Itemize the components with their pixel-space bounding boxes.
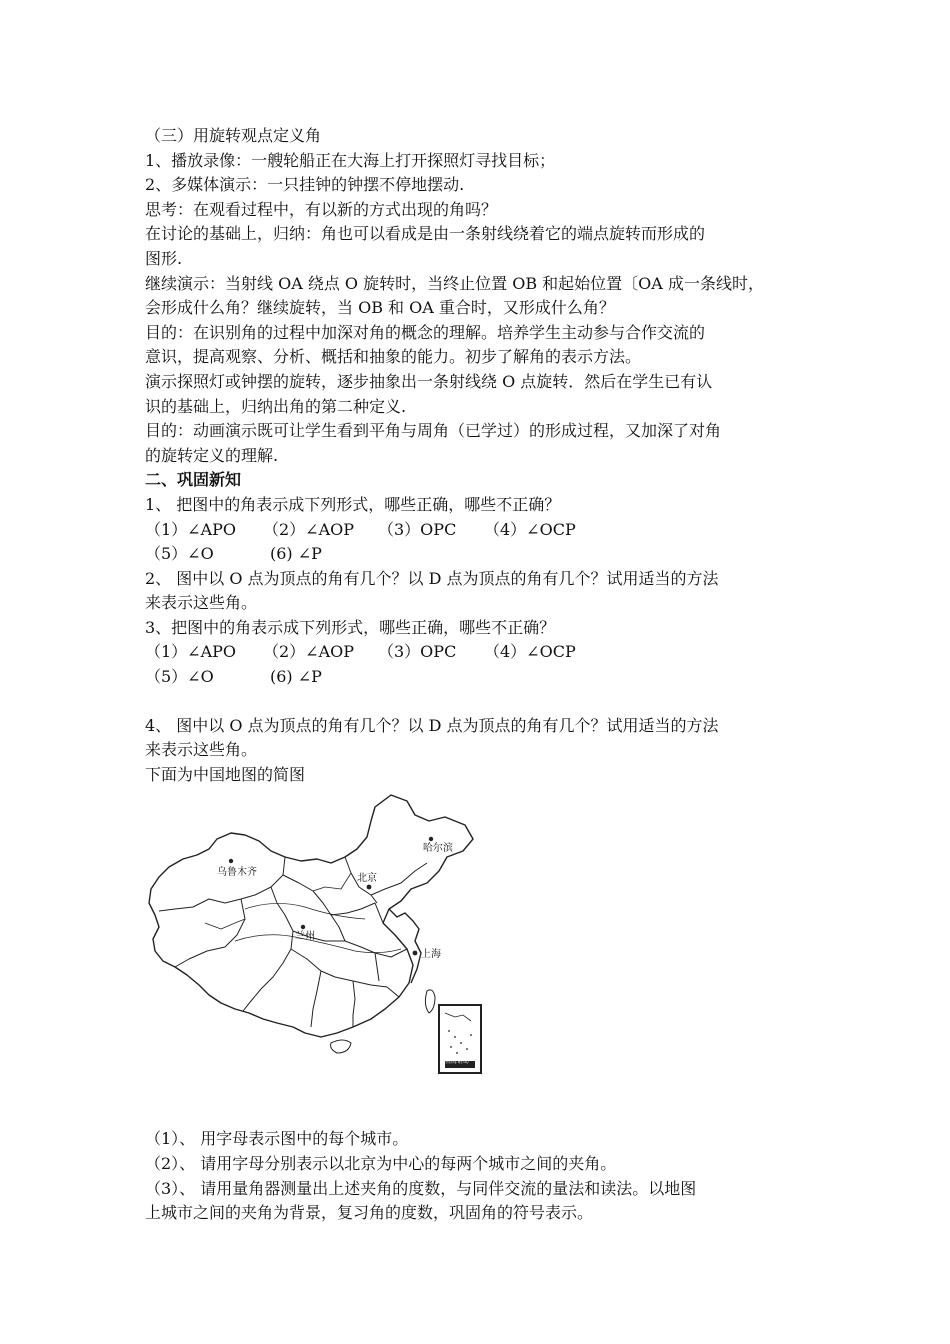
inset-label: 南海诸岛	[445, 1058, 470, 1066]
question-3: 3、把图中的角表示成下列形式，哪些正确，哪些不正确？	[145, 617, 556, 637]
paragraph: 1、播放录像：一艘轮船正在大海上打开探照灯寻找目标；	[145, 150, 556, 170]
paragraph: 识的基础上，归纳出角的第二种定义.	[145, 396, 407, 416]
option: （2）∠AOP	[263, 642, 355, 662]
task-3-cont: 上城市之间的夹角为背景，复习角的度数，巩固角的符号表示。	[145, 1203, 594, 1223]
answer-options-row	[145, 542, 810, 567]
china-map-outline	[145, 791, 485, 1081]
paragraph: 2、多媒体演示：一只挂钟的钟摆不停地摆动.	[145, 175, 465, 195]
question-2-cont: 来表示这些角。	[145, 593, 258, 613]
option: （4）∠OCP	[484, 519, 576, 539]
paragraph: 会形成什么角？继续旋转，当 OB 和 OA 重合时，又形成什么角？	[145, 298, 615, 318]
paragraph: 思考：在观看过程中，有以新的方式出现的角吗？	[145, 199, 498, 219]
city-label-beijing: 北京	[357, 873, 377, 885]
paragraph: 演示探照灯或钟摆的旋转，逐步抽象出一条射线绕 O 点旋转．然后在学生已有认	[145, 371, 713, 391]
option: （5）∠O	[145, 667, 214, 687]
answer-options-row	[145, 665, 810, 690]
task-2: （2）、 请用字母分别表示以北京为中心的每两个城市之间的夹角。	[145, 1154, 617, 1174]
city-label-harbin: 哈尔滨	[423, 843, 453, 855]
paragraph: 的旋转定义的理解.	[145, 445, 279, 465]
lanzhou-dot	[301, 925, 305, 929]
harbin-dot	[429, 837, 433, 841]
paragraph: 图形.	[145, 248, 183, 268]
option: （4）∠OCP	[484, 642, 576, 662]
paragraph: 在讨论的基础上，归纳：角也可以看成是由一条射线绕着它的端点旋转而形成的	[145, 224, 706, 244]
question-2: 2、 图中以 O 点为顶点的角有几个？以 D 点为顶点的角有几个？试用适当的方法	[145, 568, 719, 588]
beijing-dot	[367, 885, 372, 890]
section-heading-rotation: （三）用旋转观点定义角	[145, 126, 322, 145]
task-1: （1）、 用字母表示图中的每个城市。	[145, 1129, 409, 1149]
question-4: 4、 图中以 O 点为顶点的角有几个？以 D 点为顶点的角有几个？试用适当的方法	[145, 715, 719, 735]
option: （2）∠AOP	[263, 519, 355, 539]
option: (6) ∠P	[270, 544, 322, 564]
option: （1）∠APO	[145, 642, 237, 662]
option: （3）OPC	[378, 519, 457, 539]
option: （3）OPC	[378, 642, 457, 662]
task-3: （3）、 请用量角器测量出上述夹角的度数，与同伴交流的量法和读法。以地图	[145, 1178, 697, 1198]
option: （1）∠APO	[145, 519, 237, 539]
city-label-urumqi: 乌鲁木齐	[217, 867, 257, 879]
city-label-shanghai: 上海	[421, 949, 441, 961]
paragraph: 继续演示：当射线 OA 绕点 O 旋转时，当终止位置 OB 和起始位置〔OA 成一条线时，	[145, 273, 764, 293]
option: （5）∠O	[145, 544, 214, 564]
question-1: 1、 把图中的角表示成下列形式，哪些正确，哪些不正确？	[145, 494, 561, 514]
answer-options-row	[145, 518, 810, 543]
section-heading-consolidate: 二、巩固新知	[145, 470, 242, 490]
urumqi-dot	[229, 859, 233, 863]
paragraph: 目的：在识别角的过程中加深对角的概念的理解。培养学生主动参与合作交流的	[145, 322, 706, 342]
option: (6) ∠P	[270, 667, 322, 687]
map-intro: 下面为中国地图的简图	[145, 764, 306, 784]
city-label-lanzhou: 兰州	[295, 931, 315, 943]
paragraph: 目的：动画演示既可让学生看到平角与周角（已学过）的形成过程，又加深了对角	[145, 421, 722, 441]
answer-options-row	[145, 640, 810, 665]
spacer	[145, 690, 810, 714]
paragraph: 意识，提高观察、分析、概括和抽象的能力。初步了解角的表示方法。	[145, 347, 642, 367]
china-map-figure	[145, 791, 485, 1081]
question-4-cont: 来表示这些角。	[145, 740, 258, 760]
shanghai-dot	[413, 951, 418, 956]
document-page	[145, 124, 810, 1226]
